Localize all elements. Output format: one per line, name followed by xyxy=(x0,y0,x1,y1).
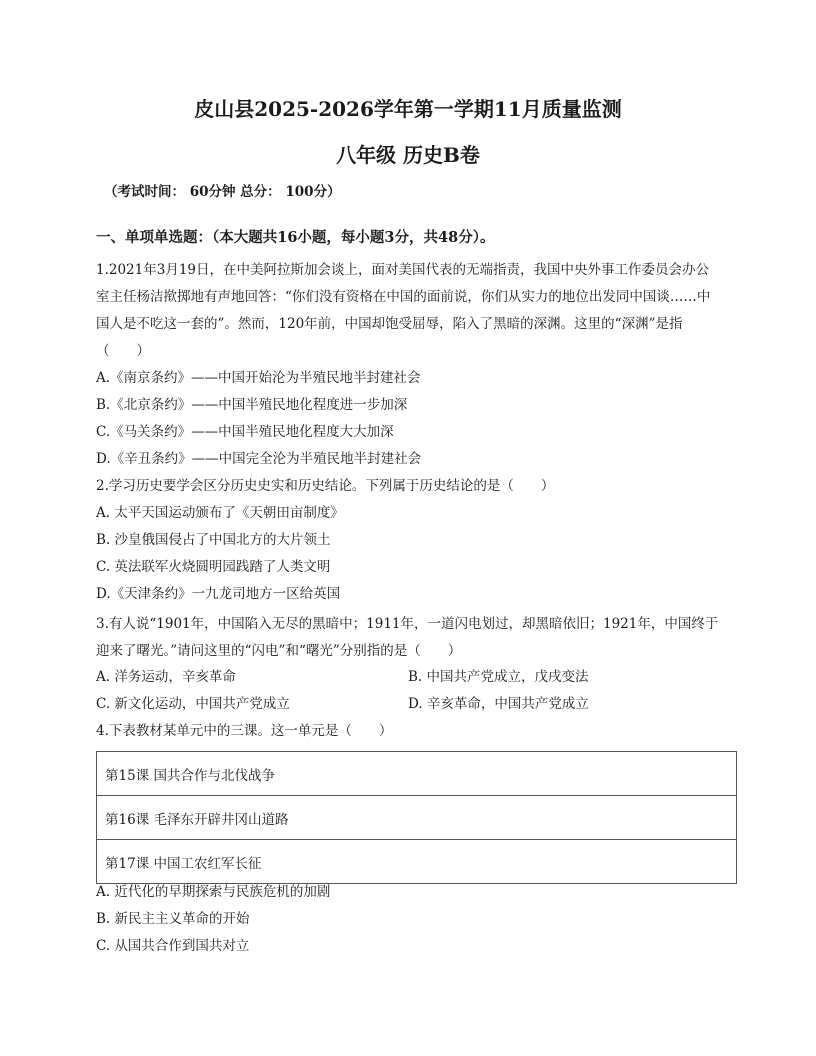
question-text: 4.下表教材某单元中的三课。这一单元是（ ） xyxy=(96,723,393,739)
section-heading: 一、单项单选题：（本大题共16小题，每小题3分，共48分）。 xyxy=(96,229,495,246)
table-cell: 第17课 中国工农红军长征 xyxy=(97,840,737,884)
question-1-option-d: D.《辛丑条约》——中国完全沦为半殖民地半封建社会 xyxy=(96,451,422,467)
question-2-option-c: C. 英法联军火烧圆明园践踏了人类文明 xyxy=(96,559,331,575)
exam-info: （考试时间： 60分钟 总分： 100分） xyxy=(104,184,341,200)
question-4-stem xyxy=(96,718,720,745)
question-3-option-d: D. 辛亥革命，中国共产党成立 xyxy=(408,696,589,712)
question-3-option-b: B. 中国共产党成立，戊戌变法 xyxy=(408,669,589,685)
question-text: 2.学习历史要学会区分历史史实和历史结论。下列属于历史结论的是（ ） xyxy=(96,478,555,494)
question-2-option-b: B. 沙皇俄国侵占了中国北方的大片领土 xyxy=(96,532,331,548)
question-2-stem xyxy=(96,473,720,500)
question-text: 3.有人说“1901年，中国陷入无尽的黑暗中；1911年，一道闪电划过，却黑暗依旧；1921年，中国终于迎来了曙光。”请问这里的“闪电”和“曙光”分别指的是（ ） xyxy=(96,616,719,659)
question-3-option-c: C. 新文化运动，中国共产党成立 xyxy=(96,696,290,712)
table-cell: 第16课 毛泽东开辟井冈山道路 xyxy=(97,796,737,840)
table-row xyxy=(97,796,737,840)
question-4-option-a: A. 近代化的早期探索与民族危机的加剧 xyxy=(96,884,331,900)
question-1-option-b: B.《北京条约》——中国半殖民地化程度进一步加深 xyxy=(96,397,408,413)
question-1-option-c: C.《马关条约》——中国半殖民地化程度大大加深 xyxy=(96,424,394,440)
question-3-stem xyxy=(96,611,720,665)
question-1-option-a: A.《南京条约》——中国开始沦为半殖民地半封建社会 xyxy=(96,370,421,386)
question-4-option-b: B. 新民主主义革命的开始 xyxy=(96,911,250,927)
question-4-option-c: C. 从国共合作到国共对立 xyxy=(96,938,250,954)
table-row xyxy=(97,752,737,796)
question-3-option-a: A. 洋务运动，辛亥革命 xyxy=(96,669,236,685)
table-cell: 第15课 国共合作与北伐战争 xyxy=(97,752,737,796)
exam-title: 皮山县2025-2026学年第一学期11月质量监测 xyxy=(194,97,622,121)
question-2-option-a: A. 太平天国运动颁布了《天朝田亩制度》 xyxy=(96,505,344,521)
question-2-option-d: D.《天津条约》一九龙司地方一区给英国 xyxy=(96,586,341,602)
lesson-table xyxy=(96,751,737,884)
table-row xyxy=(97,840,737,884)
question-1-stem xyxy=(96,257,720,365)
question-text: 1.2021年3月19日，在中美阿拉斯加会谈上，面对美国代表的无端指责，我国中央外事工作委员会办公室主任杨洁揿掷地有声地回答：“你们没有资格在中国的面前说，你们从实力的地位出发同中国谈……中国人是不吃这一套的”。然而，120年前，中国却饱受屈辱，陷入了黑暗的深渊。这里的“深渊”是指（ ） xyxy=(96,262,711,359)
exam-subtitle: 八年级 历史B卷 xyxy=(336,143,480,167)
